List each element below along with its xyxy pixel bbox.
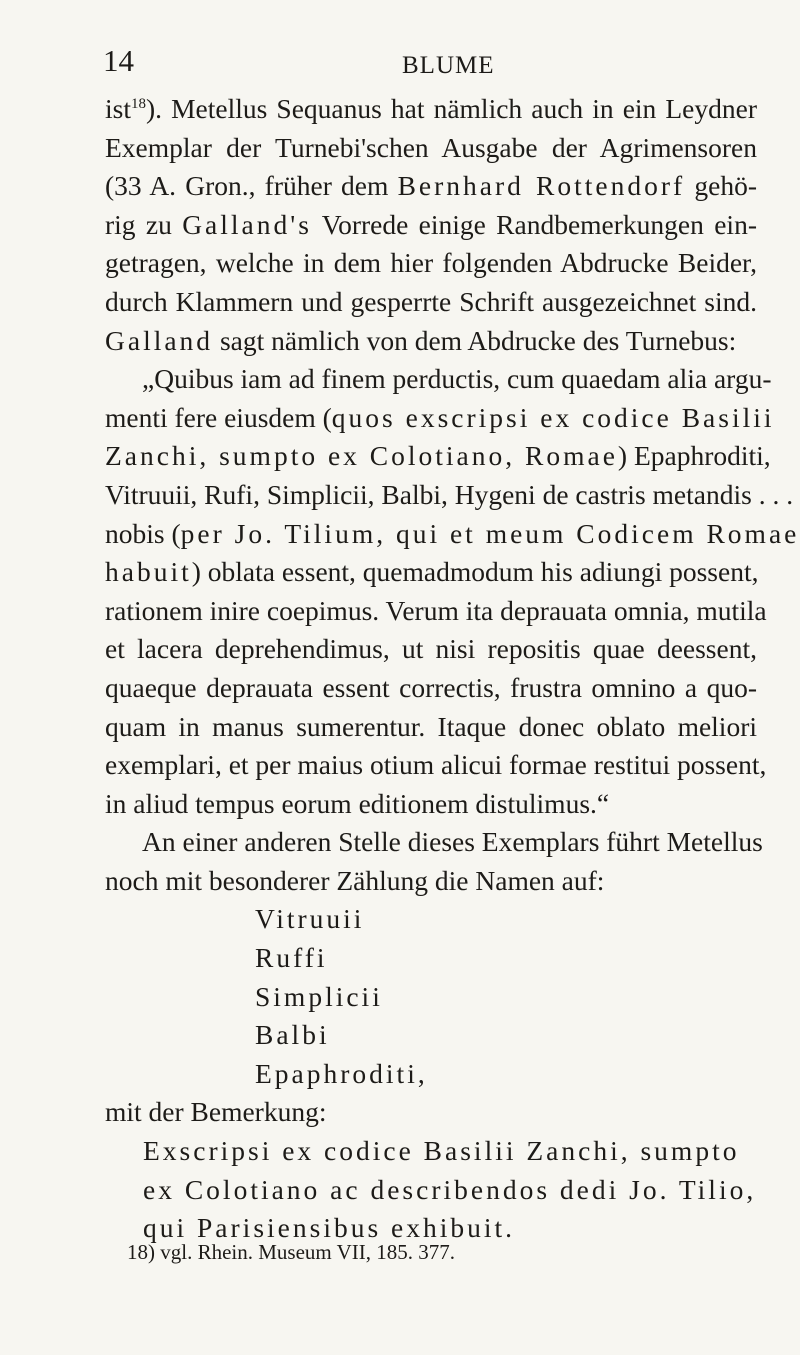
footnote: 18) vgl. Rhein. Museum VII, 185. 377. (127, 1240, 456, 1264)
note-line: qui Parisiensibus exhibuit. (143, 1212, 516, 1244)
quote-line: quaeque deprauata essent correctis, frustra omnino a quo- (105, 671, 757, 703)
spaced-text: habuit (105, 556, 192, 588)
quote-line: in aliud tempus eorum editionem distulimus.“ (105, 787, 610, 819)
name-list-item: Balbi (255, 1019, 330, 1051)
quote-line: Vitruuii, Rufi, Simplicii, Balbi, Hygeni de castris metandis . . . (105, 478, 794, 510)
text-line: ist$^{18}$). Metellus Sequanus hat nämlich auch in ein Leydner (105, 93, 757, 124)
page-body (105, 90, 800, 1248)
quote-line: quam in manus sumerentur. Itaque donec oblato meliori (105, 710, 757, 742)
quote-line: rationem inire coepimus. Verum ita deprauata omnia, mutila (105, 594, 767, 626)
note-line: Exscripsi ex codice Basilii Zanchi, sumpto (143, 1135, 740, 1167)
quote-line: exemplari, et per maius otium alicui formae restitui possent, (105, 749, 767, 781)
name-list-item: Simplicii (255, 980, 383, 1012)
text-line: Exemplar der Turnebi'schen Ausgabe der Agrimensoren (105, 131, 757, 163)
quote-line: et lacera deprehendimus, ut nisi repositis quae deessent, (105, 633, 757, 665)
spaced-name: Bernhard Rottendorf (397, 170, 686, 202)
name-list-item: Ruffi (255, 942, 328, 974)
quote-line: nobis (per Jo. Tilium, qui et meum Codicem Romae (105, 517, 800, 549)
spaced-name: Galland (105, 324, 214, 356)
quote-line: habuit) oblata essent, quemadmodum his adiungi possent, (105, 556, 759, 588)
name-list-item: Vitruuii (255, 903, 365, 935)
running-head: BLUME (402, 52, 495, 79)
text-line: Galland sagt nämlich von dem Abdrucke des Turnebus: (105, 324, 737, 356)
spaced-text: quos exscripsi ex codice Basilii (331, 401, 775, 433)
page-number: 14 (103, 43, 134, 78)
spaced-name: Galland's (182, 208, 312, 240)
spaced-text: per Jo. Tilium, qui et meum Codicem Romae (180, 517, 800, 549)
quote-line: „Quibus iam ad finem perductis, cum quaedam alia argu- (142, 363, 772, 395)
spaced-text: Zanchi, sumpto ex Colotiano, Romae (105, 440, 618, 472)
text-line: mit der Bemerkung: (105, 1096, 327, 1128)
text-line: rig zu Galland's Vorrede einige Randbemerkungen ein- (105, 208, 757, 240)
text-line: durch Klammern und gesperrte Schrift ausgezeichnet sind. (105, 285, 757, 317)
note-line: ex Colotiano ac describendos dedi Jo. Tilio, (143, 1173, 757, 1205)
name-list-item: Epaphroditi, (255, 1057, 428, 1089)
text-line: noch mit besonderer Zählung die Namen auf: (105, 864, 605, 896)
quote-line: Zanchi, sumpto ex Colotiano, Romae) Epaphroditi, (105, 440, 771, 472)
footnote-ref: 18 (130, 95, 146, 112)
text-line: getragen, welche in dem hier folgenden Abdrucke Beider, (105, 247, 757, 279)
text-line: (33 A. Gron., früher dem Bernhard Rottendorf gehö- (105, 170, 757, 202)
text-line: An einer anderen Stelle dieses Exemplars führt Metellus (142, 826, 763, 858)
quote-line: menti fere eiusdem (quos exscripsi ex codice Basilii (105, 401, 775, 433)
